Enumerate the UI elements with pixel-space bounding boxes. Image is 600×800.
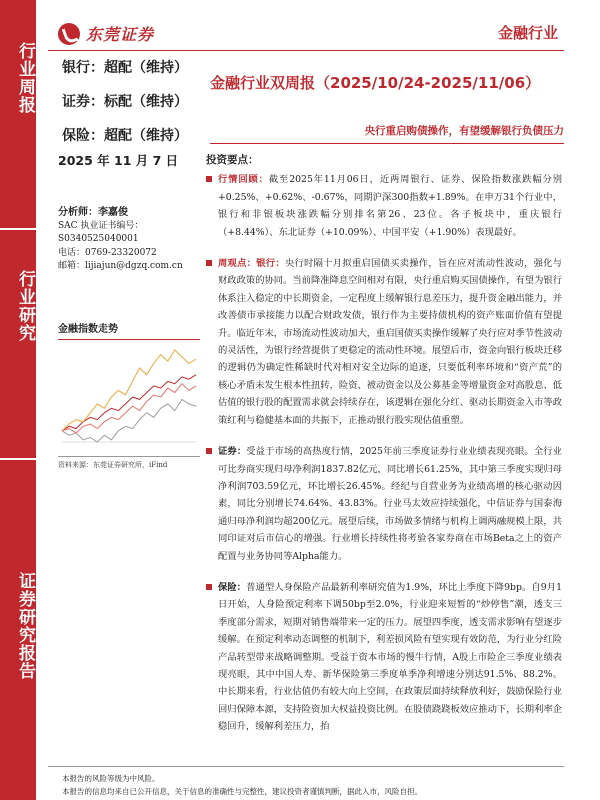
analyst-info (58, 206, 198, 274)
ratings-list (62, 58, 188, 160)
chart-series-line-1 (62, 375, 196, 431)
market-review-label: 行情回顾： (218, 174, 269, 186)
title-divider (210, 143, 564, 144)
securities-paragraph (206, 443, 562, 565)
key-points-heading: 投资要点： (206, 154, 259, 166)
chart-series-line-3 (62, 399, 196, 442)
header-divider (48, 50, 564, 51)
report-subtitle: 央行重启购债操作，有望缓解银行负债压力 (364, 125, 564, 137)
footer-risk-level: 本报告的风险等级为中风险。 (62, 774, 160, 783)
sidebar (0, 0, 36, 800)
insurance-text: 普通型人身保险产品最新利率研究值为1.9%，环比上季度下降9bp。自9月1日开始，人身险预定利率下调50bp至2.0%，行业迎来短暂的“炒停售”潮，透支三季度部分需求，短期对销售端带来一定的压力。展望四季度，透支需求影响有望逐步缓解。在预定利率动态调整的机制下，利差损风险有望实现有效防范，为行业分红险产品转型带来战略调整期。受益于资本市场的慢牛行情，A股上市险企三季度业绩表现亮眼，其中中国人寿、新华保险第三季度单季净利增速分别达91.5%、88.2%。中长期来看，行业估值仍有较大向上空间，在政策层面持续释放利好，鼓励保险行业回归保障本源，支持险资加大权益投资比例。在股债跷跷板效应推动下，长期利率企稳回升，缓解利差压力，抬 (218, 581, 562, 733)
insurance-paragraph (206, 579, 562, 736)
industry-label: 金融行业 (497, 24, 558, 42)
footer-divider (48, 766, 564, 767)
chart-plot (58, 342, 200, 452)
rating-securities: 证券：标配（维持） (62, 94, 188, 110)
rating-bank: 银行：超配（维持） (62, 60, 188, 76)
main-content (206, 152, 562, 736)
securities-label: 证券： (218, 446, 247, 458)
analyst-name: 分析师：李嘉俊 (58, 207, 128, 218)
market-review-paragraph (206, 171, 562, 241)
chart-source: 资料来源：东莞证券研究所，iFind (58, 456, 200, 470)
footer (62, 772, 422, 798)
report-title: 金融行业双周报（2025/10/24-2025/11/06） (210, 74, 541, 92)
analyst-cert-no: S0340525040001 (58, 234, 139, 244)
securities-text: 受益于市场的高热度行情，2025年前三季度证券行业业绩表现亮眼。全行业可比券商实现归母净利润1837.82亿元，同比增长61.25%，其中第三季度实现归母净利润703.59亿元，环比增长26.45%。经纪与自营业务为业绩高增的核心驱动因素，同比分别增长74.64%、43.83%。行业马太效应持续强化，中信证券与国泰海通归母净利润均超200亿元。展望后续，市场做多情绪与机构上调两融规模上限，共同印证对后市信心的增强。行业增长持续性将考验各家券商在市场Beta之上的资产配置与业务协同等Alpha能力。 (218, 446, 562, 562)
weekly-view-label: 周观点： (218, 258, 257, 270)
footer-disclaimer: 本报告的信息均来自已公开信息，关于信息的准确性与完整性，建议投资者谨慎判断，据此入市，风险自担。 (62, 787, 422, 796)
insurance-label: 保险： (218, 581, 247, 593)
sidebar-label-research: 行业研究 (15, 270, 35, 342)
rating-insurance: 保险：超配（维持） (62, 128, 188, 144)
analyst-phone: 电话：0769-23320072 (58, 247, 157, 258)
bank-label: 银行： (256, 258, 285, 270)
report-date: 2025 年 11 月 7 日 (58, 153, 179, 168)
chart-title: 金融指数走势 (58, 320, 200, 340)
sidebar-divider (0, 228, 36, 230)
sidebar-divider (0, 458, 36, 460)
analyst-email: 邮箱：lijiajun@dgzq.com.cn (58, 261, 183, 271)
bank-text: 央行时隔十月拟重启国债买卖操作，旨在应对流动性波动，强化与财政政策的协同。当前降准降息空间相对有限，央行重启购买国债操作，有望为银行体系注入稳定的中长期资金，一定程度上缓解银行息差压力，提升资金融出能力，并改善债市承接能力以配合财政发债，银行作为主要持债机构的资产账面价值有望提升。临近年末，市场流动性波动加大，重启国债买卖操作缓解了央行应对季节性波动的灵活性，为银行经营提供了更稳定的流动性环境。展望后市，资金向银行板块迁移的逻辑仍为确定性稀缺时代对相对安全边际的追逐，只要低利率环境和“资产荒”的核心矛盾未发生根本性扭转，险资、被动资金以及公募基金等增量资金对高股息、低估值的银行股的配置需求就会持续存在，该逻辑在强化分红、驱动长期资金入市等政策红利与稳健基本面的共振下，正推动银行股实现估值重塑。 (218, 258, 562, 426)
chart-series-line-2 (62, 350, 196, 431)
brand-logo-icon (58, 23, 80, 45)
market-review-text: 截至2025年11月06日，近两周银行、证券、保险指数涨跌幅分别+0.25%、+0.62%、-0.67%，同期沪深300指数+1.89%。在申万31个行业中，银行和非银板块涨跌幅分别排名第26、23位。各子板块中，重庆银行（+8.44%）、东北证券（+10.09%）、中国平安（+1.90%）表现最好。 (218, 174, 562, 238)
weekly-view-bank-paragraph (206, 255, 562, 429)
brand-logo (58, 22, 154, 45)
sidebar-label-weekly: 行业周报 (15, 42, 35, 114)
brand-name: 东莞证券 (86, 25, 155, 44)
index-chart (58, 320, 200, 470)
analyst-cert-label: SAC 执业证书编号： (58, 220, 144, 231)
sidebar-label-report: 证券研究报告 (15, 572, 35, 680)
